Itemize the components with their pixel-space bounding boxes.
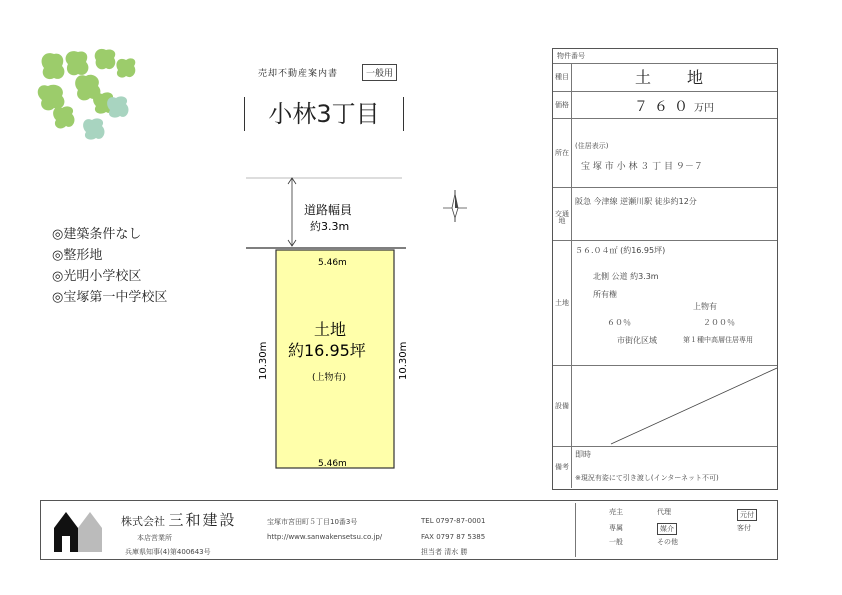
current-state: 上物有 [693, 302, 717, 311]
road-width: 約3.3m [310, 220, 350, 233]
price-side-label: 価格 [553, 92, 572, 118]
tel-number: 0797-87-0001 [435, 517, 486, 525]
coverage-ratio: ６０％ [607, 318, 631, 327]
price-unit: 万円 [694, 103, 714, 114]
property-details-panel [552, 48, 778, 490]
fax-number: 0797 87 5385 [436, 533, 486, 541]
feature-item: ◎整形地 [52, 248, 103, 263]
ref-row [553, 49, 777, 64]
document-category-box: 一般用 [362, 64, 397, 81]
person-name: 清水 勝 [444, 548, 468, 556]
floor-ratio: ２００％ [703, 318, 735, 327]
company-prefix: 株式会社 [121, 515, 165, 528]
plot-diagram [230, 170, 430, 480]
equipment-row [553, 366, 777, 447]
handover: 即時 [575, 450, 591, 459]
remarks-note: ※現況有姿にて引き渡し(インターネット不可) [575, 474, 719, 482]
land-area-tsubo: (約16.95坪) [620, 246, 666, 255]
location-side-label: 所在地 [553, 119, 572, 187]
property-title: 小林3丁目 [244, 97, 404, 131]
land-note: (上物有) [312, 373, 347, 383]
deal-type-general: 一般 [609, 538, 623, 546]
address: 宝塚市宮田町５丁目10番3号 [267, 518, 358, 526]
feature-item: ◎建築条件なし [52, 227, 142, 242]
license: 兵庫県知事(4)第400643号 [125, 548, 211, 556]
price-value: ７６０ [634, 99, 694, 115]
price-row [553, 92, 777, 119]
type-side-label: 種目 [553, 64, 572, 91]
type-row [553, 64, 777, 92]
equipment-strike-line [571, 366, 777, 446]
feature-item: ◎宝塚第一中学校区 [52, 290, 168, 305]
bottom-width: 5.46m [318, 459, 347, 469]
deal-type-other: その他 [657, 538, 678, 546]
company-name: 三和建設 [168, 511, 237, 529]
features-list [52, 224, 167, 308]
land-side-label: 土地 [553, 241, 572, 365]
right-depth: 10.30m [398, 341, 409, 380]
property-type: 土 地 [634, 68, 713, 87]
traffic-row [553, 188, 777, 241]
left-depth: 10.30m [258, 341, 269, 380]
traffic-side-label: 交通 [553, 188, 572, 240]
road-label: 道路幅員 [304, 203, 353, 217]
remarks-side-label: 備考 [553, 447, 572, 488]
document-label: 売却不動産案内書 [258, 69, 339, 79]
land-area: 約16.95坪 [288, 341, 366, 360]
ivy-leaves-decoration [36, 46, 146, 146]
land-area-sqm: ５６.０４㎡ [575, 246, 618, 255]
fee-origin: 元付 [737, 509, 757, 521]
compass-icon [440, 188, 470, 224]
traffic-value: 阪急 今津線 逆瀬川駅 徒歩約12分 [575, 197, 697, 206]
tel-label: TEL [421, 517, 434, 525]
fax-label: FAX [421, 533, 434, 541]
feature-item: ◎光明小学校区 [52, 269, 142, 284]
website-link[interactable]: http://www.sanwakensetsu.co.jp/ [267, 533, 383, 541]
equipment-side-label: 設備 [553, 366, 572, 446]
use-zone: 第１種中高層住居専用 [683, 336, 753, 344]
remarks-row [553, 447, 777, 488]
fee-client: 客付 [737, 524, 751, 532]
deal-type-seller: 売主 [609, 508, 623, 516]
location-small-label: (住居表示) [575, 142, 609, 150]
road-access: 北側 公道 約3.3m [593, 272, 659, 281]
rights: 所有権 [593, 290, 617, 299]
company-logo-icon [52, 510, 102, 552]
person-label: 担当者 [421, 548, 442, 556]
land-label: 土地 [314, 320, 347, 339]
company-footer [40, 500, 778, 560]
location-value: 宝 塚 市 小 林 ３ 丁 目 ９－７ [581, 162, 703, 172]
office-label: 本店営業所 [137, 534, 172, 542]
ref-label: 物件番号 [557, 52, 585, 60]
top-width: 5.46m [318, 258, 347, 268]
deal-type-brokerage: 媒介 [657, 523, 677, 535]
deal-type-agent: 代理 [657, 508, 671, 516]
zoning: 市街化区域 [617, 336, 657, 345]
land-detail-row [553, 241, 777, 366]
deal-type-exclusive: 専属 [609, 524, 623, 532]
